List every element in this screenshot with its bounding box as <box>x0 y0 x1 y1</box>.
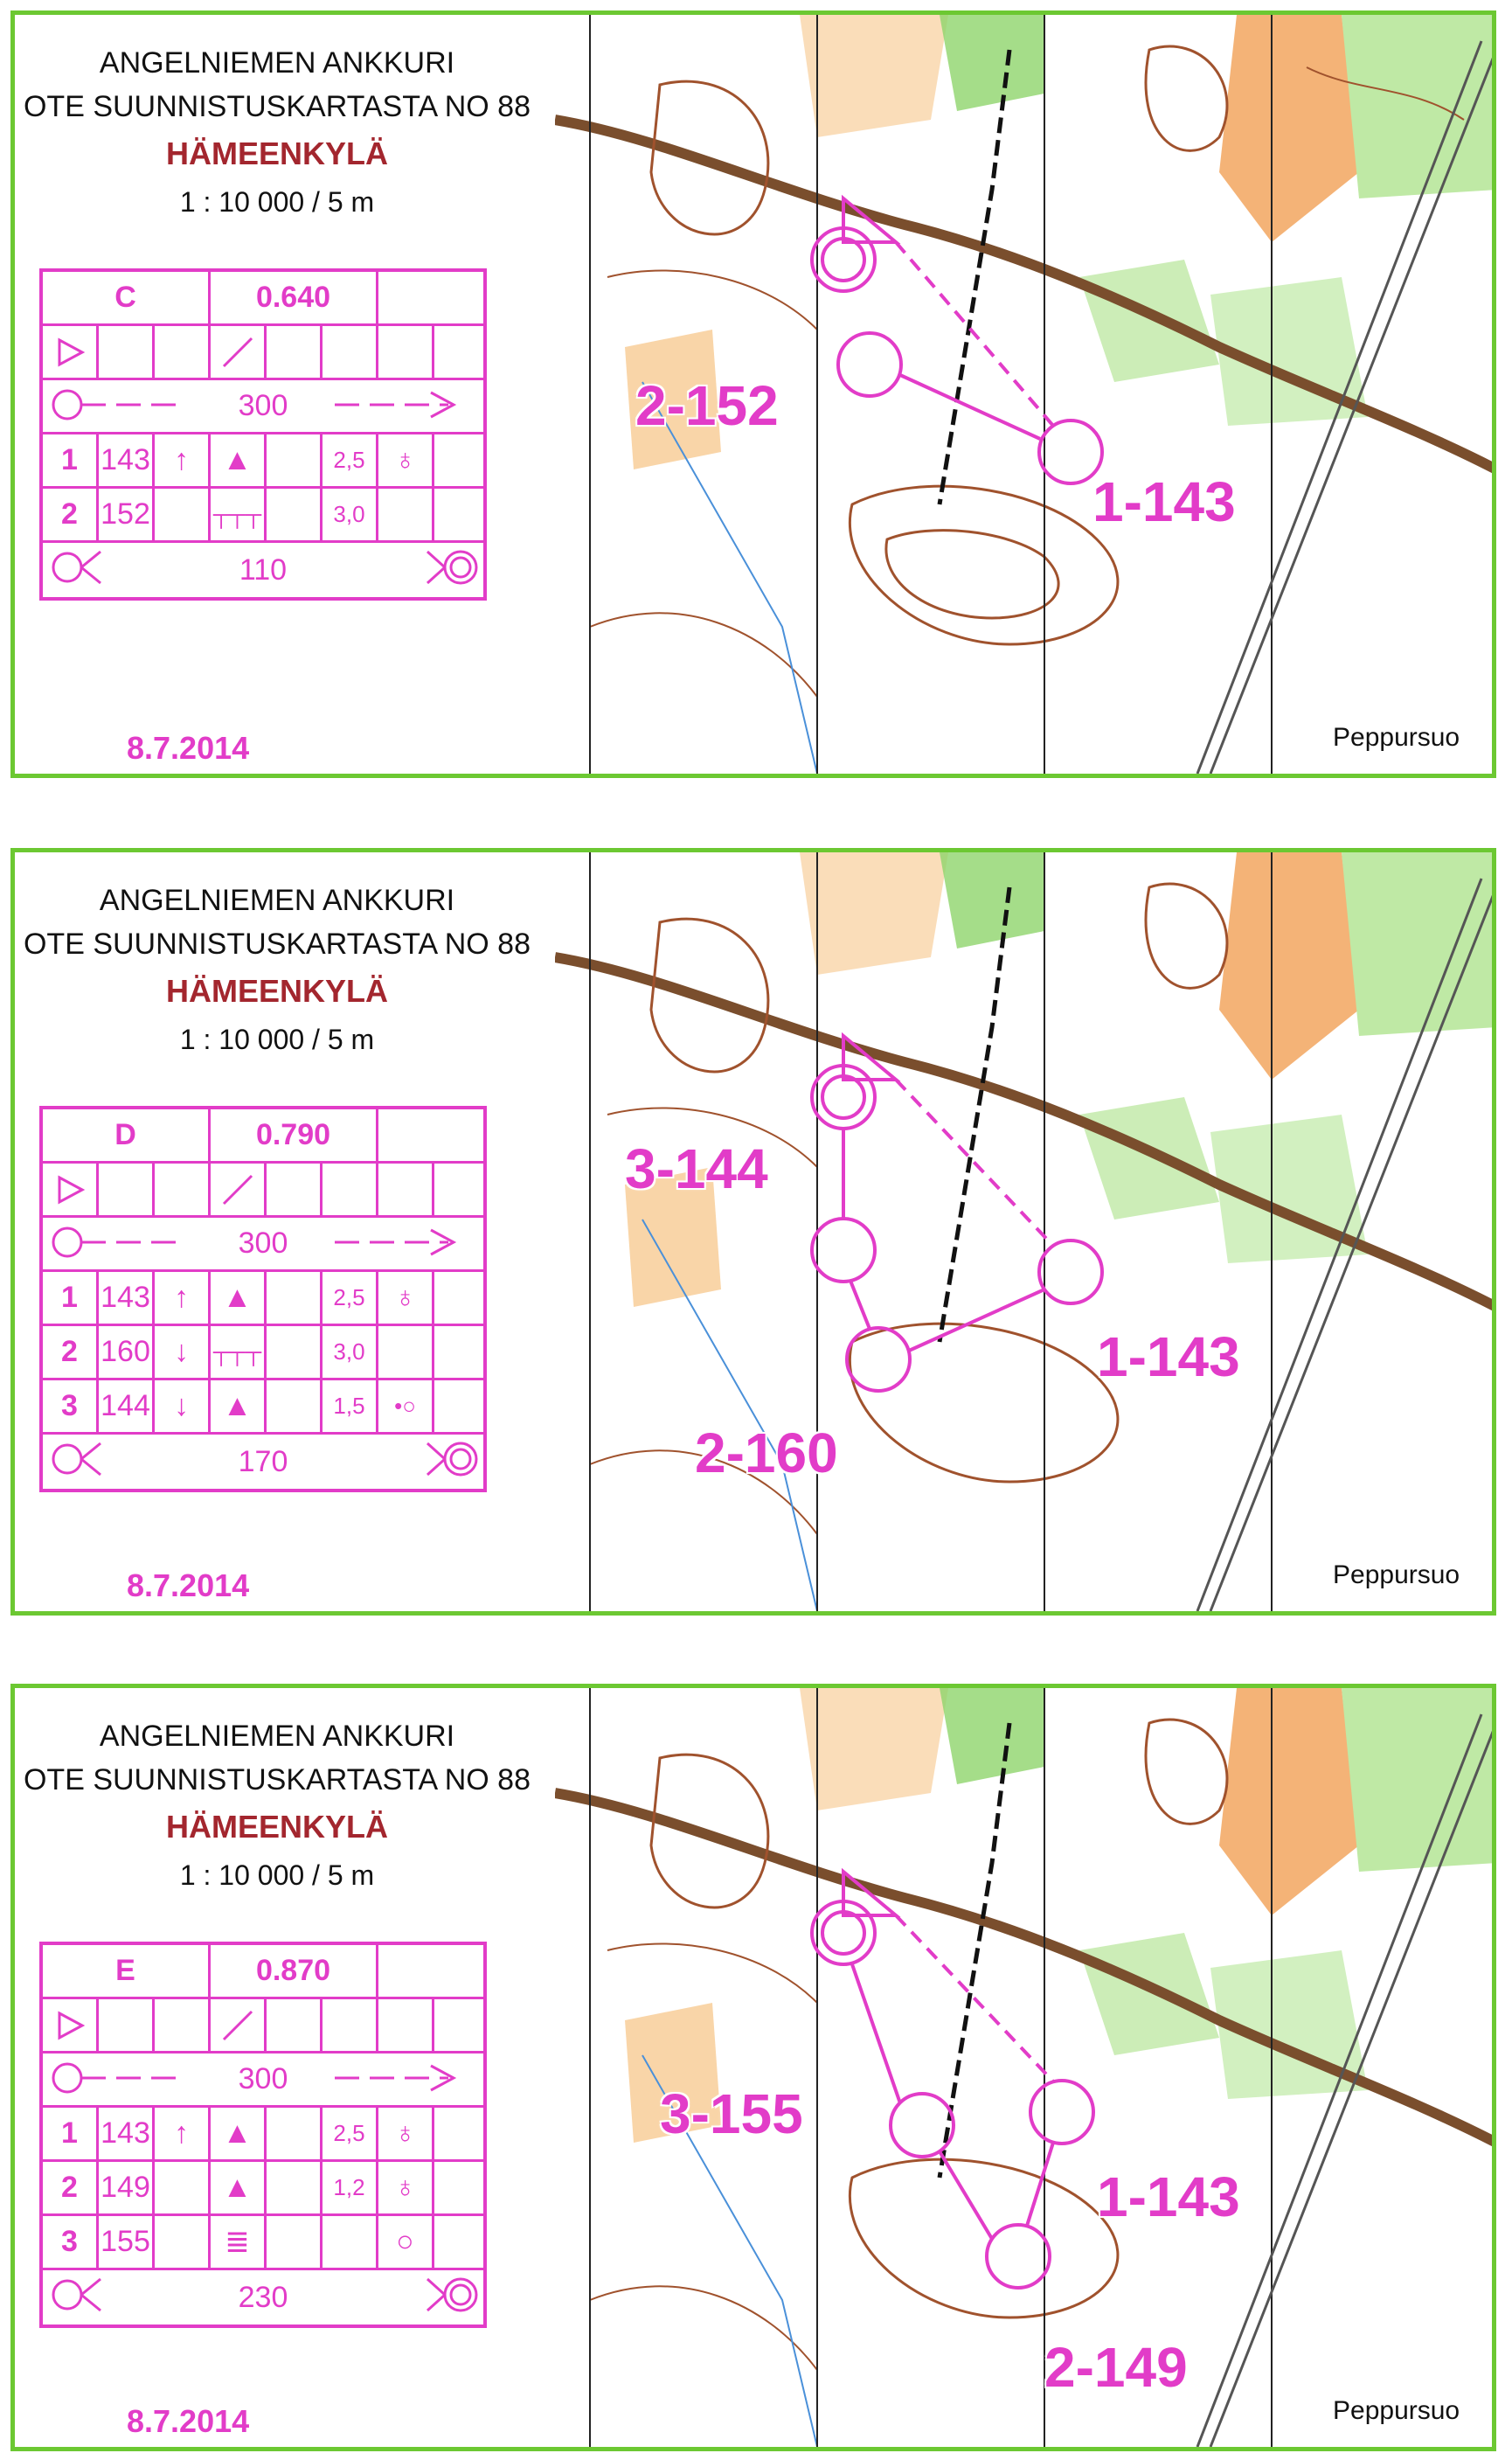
map-scale: 1 : 10 000 / 5 m <box>179 1024 375 1055</box>
cd-cell <box>267 326 323 378</box>
finish-distance <box>43 1435 483 1489</box>
cd-control-row <box>43 1380 483 1435</box>
cd-cell <box>434 2216 487 2268</box>
course-length: 0.870 <box>211 1945 378 1997</box>
control-label: 1-143 <box>1092 470 1236 533</box>
dimension <box>323 2216 378 2268</box>
place-title: HÄMEENKYLÄ <box>165 973 388 1009</box>
control-label: 2-152 <box>635 374 779 437</box>
cd-cell <box>434 2108 487 2159</box>
cd-cell <box>434 434 487 486</box>
cd-cell <box>99 1999 155 2051</box>
orienteering-map <box>555 1688 1496 2447</box>
location-symbol: ♁ <box>378 434 434 486</box>
location-symbol: ♁ <box>378 1272 434 1324</box>
control-number: 3 <box>43 1380 99 1432</box>
start-triangle-icon <box>43 326 99 378</box>
control-code: 160 <box>99 1326 155 1378</box>
location-symbol: ♁ <box>378 2108 434 2159</box>
control-label: 2-149 <box>1044 2336 1188 2399</box>
map-place-name: Peppursuo <box>1333 2396 1460 2425</box>
finish-distance <box>43 543 483 597</box>
map-place-name: Peppursuo <box>1333 1560 1460 1589</box>
cd-cell <box>323 1999 378 2051</box>
date: 8.7.2014 <box>127 2403 250 2439</box>
cd-cell <box>434 1272 487 1324</box>
map-panel-course-c <box>10 10 1496 778</box>
cd-cell <box>267 1326 323 1378</box>
cd-cell <box>434 1326 487 1378</box>
cd-cell <box>267 2216 323 2268</box>
control-number: 2 <box>43 1326 99 1378</box>
cd-control-row <box>43 2162 483 2216</box>
cd-cell <box>267 1380 323 1432</box>
cd-start-distance-row <box>43 1218 483 1272</box>
control-number: 1 <box>43 434 99 486</box>
place-title: HÄMEENKYLÄ <box>165 136 388 171</box>
cd-control-row <box>43 489 483 543</box>
location-symbol: •○ <box>378 1380 434 1432</box>
cd-control-row <box>43 2216 483 2270</box>
location-symbol <box>378 489 434 540</box>
location-symbol <box>378 1326 434 1378</box>
map-subtitle: OTE SUUNNISTUSKARTASTA NO 88 <box>23 1763 531 1796</box>
date: 8.7.2014 <box>127 1567 250 1603</box>
finish-distance <box>43 2270 483 2324</box>
cd-cell <box>155 1164 211 1215</box>
direction-arrow-icon: ↓ <box>155 1380 211 1432</box>
cd-cell <box>267 1999 323 2051</box>
cd-cell <box>434 1999 487 2051</box>
feature-symbol: ▲ <box>211 1272 267 1324</box>
cd-empty <box>378 1945 487 1997</box>
cd-control-row <box>43 1272 483 1326</box>
cd-cell <box>267 1272 323 1324</box>
cd-cell <box>434 1164 487 1215</box>
date: 8.7.2014 <box>127 730 250 766</box>
event-title: ANGELNIEMEN ANKKURI <box>99 884 455 917</box>
course-code: D <box>43 1109 211 1161</box>
feature-symbol: ┬┬┬ <box>211 489 267 540</box>
location-symbol: ○ <box>378 2216 434 2268</box>
direction-arrow-icon: ↓ <box>155 1326 211 1378</box>
cd-cell <box>99 326 155 378</box>
finish-distance-value: 170 <box>238 1444 288 1478</box>
cd-control-row <box>43 434 483 489</box>
feature-symbol: ┬┬┬ <box>211 1326 267 1378</box>
dimension: 1,2 <box>323 2162 378 2213</box>
map-subtitle: OTE SUUNNISTUSKARTASTA NO 88 <box>23 90 531 123</box>
course-info <box>15 852 574 1611</box>
cd-cell <box>99 1164 155 1215</box>
course-info <box>15 1688 574 2447</box>
direction-arrow-icon: ↑ <box>155 2108 211 2159</box>
cd-start-distance-row <box>43 2053 483 2108</box>
feature-symbol: ▲ <box>211 2162 267 2213</box>
cd-cell <box>378 1164 434 1215</box>
cd-cell <box>378 1999 434 2051</box>
dimension: 2,5 <box>323 434 378 486</box>
finish-distance-value: 110 <box>239 552 288 587</box>
control-code: 155 <box>99 2216 155 2268</box>
cd-cell <box>434 1380 487 1432</box>
cd-header-row <box>43 1945 483 1999</box>
start-triangle-icon <box>43 1999 99 2051</box>
control-label: 1-143 <box>1097 2165 1240 2228</box>
dimension: 1,5 <box>323 1380 378 1432</box>
start-distance-value: 300 <box>238 389 288 422</box>
control-label: 3-155 <box>660 2082 803 2145</box>
control-number: 2 <box>43 2162 99 2213</box>
cd-cell <box>323 1164 378 1215</box>
map-panel-course-e <box>10 1684 1496 2451</box>
start-distance-value: 300 <box>238 1227 288 1260</box>
slope-icon <box>211 1999 267 2051</box>
direction-arrow-icon <box>155 2162 211 2213</box>
slope-icon <box>211 326 267 378</box>
dimension: 3,0 <box>323 489 378 540</box>
place-title: HÄMEENKYLÄ <box>165 1809 388 1845</box>
control-description-sheet <box>39 1942 487 2328</box>
feature-symbol: ▲ <box>211 434 267 486</box>
cd-start-row <box>43 1999 483 2053</box>
cd-cell <box>155 1999 211 2051</box>
cd-finish-row <box>43 543 483 597</box>
control-code: 144 <box>99 1380 155 1432</box>
start-distance <box>43 1218 483 1269</box>
map-panel-course-d <box>10 848 1496 1616</box>
start-distance-value: 300 <box>238 2062 288 2095</box>
cd-cell <box>267 1164 323 1215</box>
cd-header-row <box>43 272 483 326</box>
control-code: 152 <box>99 489 155 540</box>
feature-symbol: ▲ <box>211 1380 267 1432</box>
dimension: 2,5 <box>323 2108 378 2159</box>
control-number: 1 <box>43 1272 99 1324</box>
control-label: 2-160 <box>695 1421 838 1484</box>
cd-start-row <box>43 1164 483 1218</box>
cd-cell <box>434 2162 487 2213</box>
cd-cell <box>434 489 487 540</box>
control-label: 3-144 <box>625 1137 768 1200</box>
orienteering-map <box>555 852 1496 1611</box>
direction-arrow-icon <box>155 2216 211 2268</box>
control-code: 149 <box>99 2162 155 2213</box>
control-description-sheet <box>39 268 487 601</box>
feature-symbol: ▲ <box>211 2108 267 2159</box>
cd-start-distance-row <box>43 380 483 434</box>
course-info <box>15 15 574 774</box>
cd-control-row <box>43 2108 483 2162</box>
direction-arrow-icon: ↑ <box>155 1272 211 1324</box>
cd-control-row <box>43 1326 483 1380</box>
event-title: ANGELNIEMEN ANKKURI <box>99 46 455 80</box>
location-symbol: ♁ <box>378 2162 434 2213</box>
slope-icon <box>211 1164 267 1215</box>
direction-arrow-icon <box>155 489 211 540</box>
course-code: C <box>43 272 211 323</box>
start-distance <box>43 380 483 432</box>
dimension: 3,0 <box>323 1326 378 1378</box>
cd-cell <box>267 2108 323 2159</box>
cd-start-row <box>43 326 483 380</box>
direction-arrow-icon: ↑ <box>155 434 211 486</box>
cd-finish-row <box>43 2270 483 2324</box>
event-title: ANGELNIEMEN ANKKURI <box>99 1720 455 1753</box>
cd-cell <box>267 489 323 540</box>
cd-cell <box>378 326 434 378</box>
course-length: 0.640 <box>211 272 378 323</box>
cd-cell <box>267 434 323 486</box>
map-scale: 1 : 10 000 / 5 m <box>179 186 375 218</box>
cd-cell <box>267 2162 323 2213</box>
map-subtitle: OTE SUUNNISTUSKARTASTA NO 88 <box>23 928 531 961</box>
feature-symbol: ≣ <box>211 2216 267 2268</box>
orienteering-map <box>555 15 1496 774</box>
course-code: E <box>43 1945 211 1997</box>
cd-cell <box>434 326 487 378</box>
control-code: 143 <box>99 2108 155 2159</box>
control-label: 1-143 <box>1097 1325 1240 1388</box>
dimension: 2,5 <box>323 1272 378 1324</box>
control-code: 143 <box>99 434 155 486</box>
start-triangle-icon <box>43 1164 99 1215</box>
control-number: 1 <box>43 2108 99 2159</box>
cd-cell <box>155 326 211 378</box>
control-description-sheet <box>39 1106 487 1492</box>
finish-distance-value: 230 <box>238 2280 288 2314</box>
start-distance <box>43 2053 483 2105</box>
control-code: 143 <box>99 1272 155 1324</box>
cd-empty <box>378 272 487 323</box>
cd-finish-row <box>43 1435 483 1489</box>
cd-cell <box>323 326 378 378</box>
cd-header-row <box>43 1109 483 1164</box>
control-number: 2 <box>43 489 99 540</box>
course-length: 0.790 <box>211 1109 378 1161</box>
cd-empty <box>378 1109 487 1161</box>
map-place-name: Peppursuo <box>1333 723 1460 752</box>
control-number: 3 <box>43 2216 99 2268</box>
map-scale: 1 : 10 000 / 5 m <box>179 1859 375 1891</box>
